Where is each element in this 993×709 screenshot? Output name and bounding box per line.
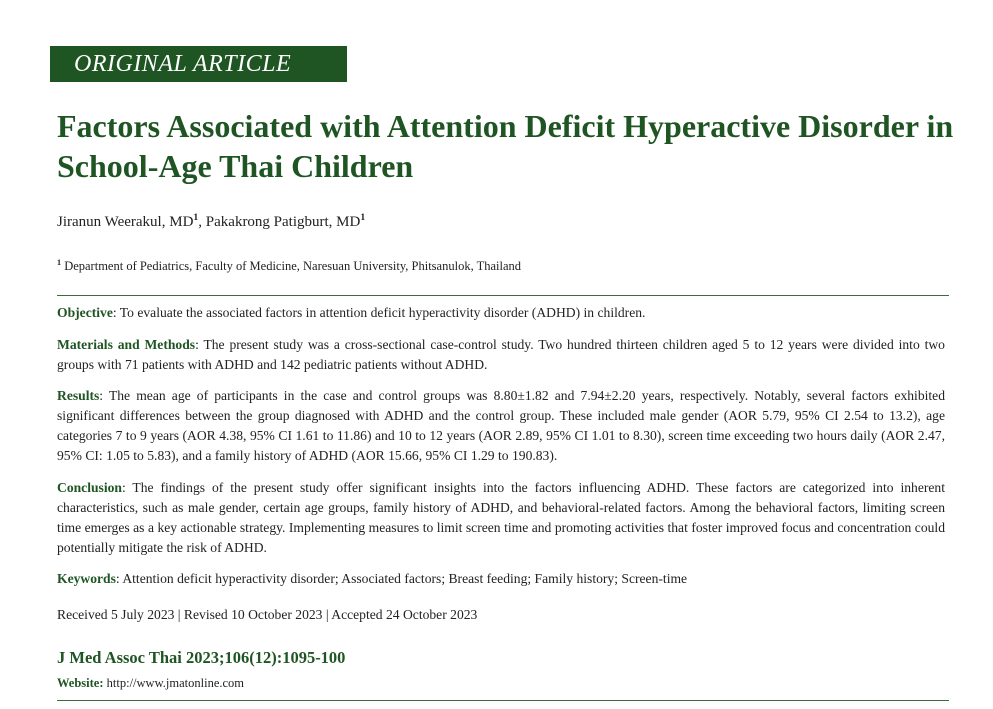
article-title: Factors Associated with Attention Deficit Hyperactive Disorder in School-Age Thai Children xyxy=(57,108,954,184)
section-text: : To evaluate the associated factors in attention deficit hyperactivity disorder (ADHD) in children. xyxy=(112,305,646,320)
section-label: Keywords xyxy=(57,571,116,586)
section-label: Objective xyxy=(57,305,113,320)
abstract-results xyxy=(57,386,945,466)
article-type-banner: ORIGINAL ARTICLE xyxy=(50,46,347,82)
author-separator: , xyxy=(198,214,206,230)
website-label: Website: xyxy=(57,676,104,690)
top-divider xyxy=(57,295,949,296)
website-line xyxy=(57,676,244,691)
section-text: : The findings of the present study offer significant insights into the factors influencing ADHD. These factors are categorized into inherent characteristics, such as male gender, certain age groups, family history of ADHD, and behavioral-related factors. Among the behavioral factors, limiting screen time emerges as a key actionable strategy. Implementing measures to limit screen time and promoting activities that foster improved focus and concentration could potentially mitigate the risk of ADHD. xyxy=(57,480,945,555)
section-text: : The present study was a cross-sectional case-control study. Two hundred thirteen children aged 5 to 12 years were divided into two groups with 71 patients with ADHD and 142 pediatric patients without ADHD. xyxy=(57,337,945,372)
abstract-methods xyxy=(57,335,945,375)
website-link[interactable]: http://www.jmatonline.com xyxy=(106,676,245,690)
affiliation-text: Department of Pediatrics, Faculty of Medicine, Naresuan University, Phitsanulok, Thailand xyxy=(64,259,522,274)
section-label: Results xyxy=(57,388,100,403)
author-name: Jiranun Weerakul, MD xyxy=(57,214,194,230)
section-label: Materials and Methods xyxy=(57,337,196,352)
abstract-keywords xyxy=(57,569,945,589)
bottom-divider xyxy=(57,700,949,701)
section-text: : The mean age of participants in the case and control groups was 8.80±1.82 and 7.94±2.20 years, respectively. Notably, several factors exhibited significant differences between the group diagnosed with ADHD and the control group. These included male gender (AOR 5.79, 95% CI 2.54 to 13.2), age categories 7 to 9 years (AOR 4.38, 95% CI 1.61 to 11.86) and 10 to 12 years (AOR 2.89, 95% CI 1.01 to 8.30), screen time exceeding two hours daily (AOR 2.47, 95% CI: 1.05 to 5.83), and a family history of ADHD (AOR 15.66, 95% CI 1.29 to 190.83). xyxy=(57,388,945,463)
author-affiliation-marker: 1 xyxy=(360,212,366,223)
submission-dates: Received 5 July 2023 | Revised 10 October 2023 | Accepted 24 October 2023 xyxy=(57,607,478,622)
abstract-objective xyxy=(57,303,945,323)
author-name: Pakakrong Patigburt, MD xyxy=(205,214,361,230)
journal-citation: J Med Assoc Thai 2023;106(12):1095-100 xyxy=(57,648,346,667)
author-affiliation-marker: 1 xyxy=(193,212,199,223)
author-list xyxy=(57,212,365,231)
affiliation-marker: 1 xyxy=(57,258,62,267)
affiliation xyxy=(57,258,521,274)
section-label: Conclusion xyxy=(57,480,122,495)
section-text: : Attention deficit hyperactivity disorder; Associated factors; Breast feeding; Family history; Screen-time xyxy=(115,571,688,586)
abstract-conclusion xyxy=(57,478,945,558)
